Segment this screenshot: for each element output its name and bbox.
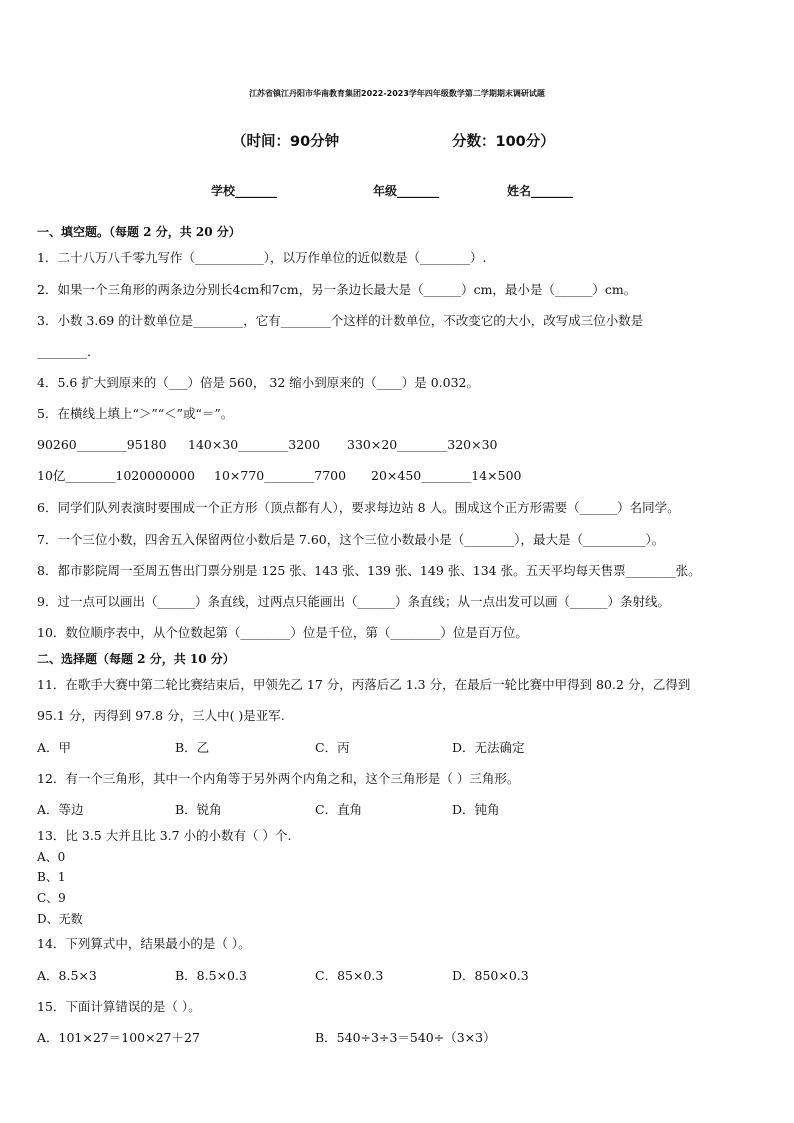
compare-item: 10×770________7700 (214, 468, 347, 483)
option-b: B、1 (37, 870, 66, 884)
question-6: 6．同学们队列表演时要围成一个正方形（顶点都有人），要求每边站 8 人。围成这个正方形需要（______）名同学。 (37, 500, 680, 515)
question-8: 8．都市影院周一至周五售出门票分别是 125 张、143 张、139 张、149 张、134 张。五天平均每天售票________张。 (37, 563, 701, 578)
question-11-continued: 95.1 分，丙得到 97.8 分，三人中( )是亚军. (37, 708, 285, 723)
question-12: 12．有一个三角形，其中一个内角等于另外两个内角之和，这个三角形是（ ）三角形。 (37, 771, 520, 786)
compare-item: 330×20________320×30 (347, 437, 498, 452)
question-3: 3．小数 3.69 的计数单位是________，它有________个这样的计数单位，不改变它的大小，改写成三位小数是 (37, 313, 644, 328)
grade-field: 年级_______ (373, 184, 440, 198)
question-14: 14．下列算式中，结果最小的是（ ）。 (37, 936, 251, 951)
option-b: B．锐角 (175, 802, 222, 817)
option-d: D．850×0.3 (452, 968, 529, 983)
option-a: A、0 (37, 850, 66, 864)
compare-item: 20×450________14×500 (371, 468, 522, 483)
option-c: C．85×0.3 (315, 968, 384, 983)
question-4: 4．5.6 扩大到原来的（___）倍是 560， 32 缩小到原来的（____）是 0.032。 (37, 375, 479, 390)
question-5: 5．在横线上填上“＞”“＜”或“＝”。 (37, 406, 234, 421)
option-a: A．101×27＝100×27＋27 (37, 1030, 200, 1045)
time-label: （时间：90分钟 (232, 134, 340, 150)
school-field: 学校_______ (211, 184, 278, 198)
question-11: 11．在歌手大赛中第二轮比赛结束后，甲领先乙 17 分，丙落后乙 1.3 分，在最后一轮比赛中甲得到 80.2 分，乙得到 (37, 677, 691, 692)
section-heading-choice: 二、选择题（每题 2 分，共 10 分） (37, 652, 235, 666)
option-a: A．甲 (37, 740, 72, 755)
option-c: C．直角 (315, 802, 363, 817)
option-a: A．等边 (37, 802, 84, 817)
compare-item: 140×30________3200 (188, 437, 321, 452)
question-2: 2．如果一个三角形的两条边分别长4cm和7cm，另一条边长最大是（______）cm，最小是（______）cm。 (37, 282, 637, 297)
option-a: A．8.5×3 (37, 968, 97, 983)
question-7: 7．一个三位小数，四舍五入保留两位小数后是 7.60，这个三位小数最小是（________），最大是（__________）。 (37, 532, 665, 547)
option-d: D．钝角 (452, 802, 500, 817)
compare-item: 90260________95180 (37, 437, 167, 452)
option-c: C、9 (37, 891, 66, 905)
question-13: 13．比 3.5 大并且比 3.7 小的小数有（ ）个. (37, 828, 292, 843)
name-field: 姓名_______ (507, 184, 574, 198)
option-d: D．无法确定 (452, 740, 525, 755)
question-10: 10．数位顺序表中，从个位数起第（________）位是千位，第（________）位是百万位。 (37, 625, 528, 640)
option-b: B．540÷3÷3＝540÷（3×3） (315, 1030, 496, 1045)
question-3-continued: ________. (37, 344, 91, 359)
option-b: B．乙 (175, 740, 210, 755)
score-label: 分数：100分） (452, 134, 555, 150)
option-c: C．丙 (315, 740, 350, 755)
option-b: B．8.5×0.3 (175, 968, 247, 983)
option-d: D、无数 (37, 912, 83, 926)
page-title: 江苏省镇江丹阳市华南教育集团2022-2023学年四年级数学第二学期期末调研试题 (249, 89, 545, 98)
section-heading-fill-in: 一、填空题。（每题 2 分，共 20 分） (37, 225, 241, 239)
question-15: 15．下面计算错误的是（ ）。 (37, 999, 201, 1014)
question-1: 1．二十八万八千零九写作（___________），以万作单位的近似数是（________）. (37, 250, 487, 265)
compare-item: 10亿________1020000000 (37, 468, 195, 483)
question-9: 9．过一点可以画出（______）条直线，过两点只能画出（______）条直线；从一点出发可以画（______）条射线。 (37, 594, 670, 609)
